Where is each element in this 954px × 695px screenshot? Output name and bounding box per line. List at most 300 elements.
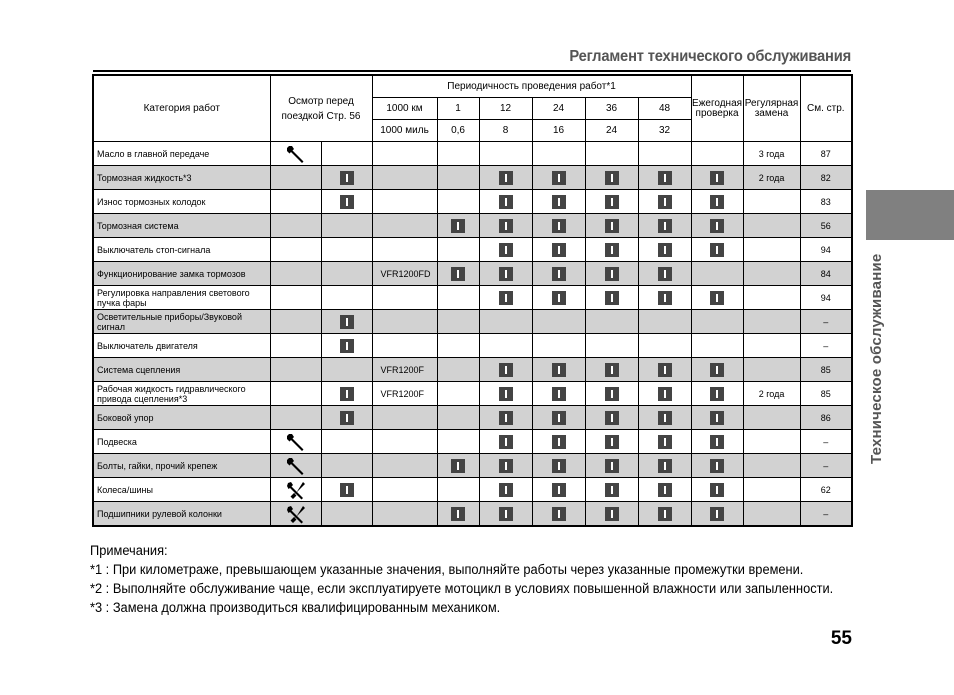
inspect-mark-icon [552,435,566,449]
inspect-mark-icon [340,387,354,401]
interval-cell [437,286,479,310]
inspect-mark-icon [552,483,566,497]
model-cell [372,406,437,430]
inspect-mark-icon [658,267,672,281]
interval-cell [585,502,638,527]
inspect-mark-icon [499,483,513,497]
interval-cell [437,166,479,190]
inspect-mark-icon [499,411,513,425]
interval-cell [479,406,532,430]
header-km-label: 1000 км [372,98,437,120]
interval-cell [437,502,479,527]
tool-cell [270,310,321,334]
interval-cell [532,262,585,286]
inspect-mark-icon [605,411,619,425]
inspect-mark-icon [658,387,672,401]
inspect-mark-icon [658,435,672,449]
pre-ride-cell [321,286,372,310]
maintenance-schedule-table [92,74,853,527]
interval-cell [585,166,638,190]
pre-ride-cell [321,334,372,358]
inspect-mark-icon [605,171,619,185]
interval-cell [479,190,532,214]
inspect-mark-icon [710,507,724,521]
see-page-cell: – [800,502,852,527]
annual-cell [691,166,743,190]
inspect-mark-icon [605,267,619,281]
annual-cell [691,454,743,478]
interval-cell [585,214,638,238]
interval-cell [479,142,532,166]
table-row [93,214,852,238]
see-page-cell: 94 [800,238,852,262]
see-page-cell: 87 [800,142,852,166]
header-pre-ride: Осмотр перед поездкой Стр. 56 [270,75,372,142]
row-category: Тормозная жидкость*3 [93,166,270,190]
interval-cell [437,238,479,262]
see-page-cell: 85 [800,358,852,382]
table-row [93,166,852,190]
crossed-tools-icon [285,479,307,501]
model-cell [372,238,437,262]
interval-cell [437,454,479,478]
annual-cell [691,502,743,527]
interval-cell [585,142,638,166]
pre-ride-cell [321,454,372,478]
interval-cell [532,430,585,454]
regular-replace-cell [743,334,800,358]
interval-cell [585,382,638,406]
inspect-mark-icon [499,387,513,401]
row-category: Боковой упор [93,406,270,430]
inspect-mark-icon [658,483,672,497]
inspect-mark-icon [605,243,619,257]
see-page-cell: – [800,334,852,358]
tool-cell [270,334,321,358]
inspect-mark-icon [605,291,619,305]
inspect-mark-icon [710,195,724,209]
inspect-mark-icon [552,291,566,305]
side-section-label: Техническое обслуживание [868,253,885,464]
pre-ride-cell [321,214,372,238]
interval-cell [585,190,638,214]
model-cell [372,190,437,214]
row-category: Болты, гайки, прочий крепеж [93,454,270,478]
interval-cell [479,310,532,334]
annual-cell [691,358,743,382]
interval-cell [585,310,638,334]
inspect-mark-icon [658,459,672,473]
interval-cell [532,382,585,406]
interval-cell [532,142,585,166]
pre-ride-cell [321,142,372,166]
annual-cell [691,238,743,262]
interval-cell [638,502,691,527]
interval-cell [638,286,691,310]
inspect-mark-icon [605,435,619,449]
table-row [93,382,852,406]
interval-cell [479,214,532,238]
inspect-mark-icon [710,483,724,497]
tool-cell [270,454,321,478]
title-rule [93,70,851,72]
inspect-mark-icon [552,195,566,209]
model-cell: VFR1200F [372,358,437,382]
interval-cell [585,262,638,286]
table-row [93,190,852,214]
inspect-mark-icon [451,219,465,233]
inspect-mark-icon [340,195,354,209]
interval-cell [638,454,691,478]
see-page-cell: – [800,430,852,454]
interval-cell [532,286,585,310]
model-cell [372,166,437,190]
model-cell [372,454,437,478]
table-row [93,454,852,478]
interval-cell [532,166,585,190]
header-category: Категория работ [93,75,270,142]
see-page-cell: 56 [800,214,852,238]
row-category: Функционирование замка тормозов [93,262,270,286]
inspect-mark-icon [605,483,619,497]
header-see-page: См. стр. [800,75,852,142]
interval-cell [638,334,691,358]
pre-ride-cell [321,502,372,527]
page-title: Регламент технического обслуживания [569,48,851,65]
model-cell [372,286,437,310]
model-cell [372,334,437,358]
regular-replace-cell [743,262,800,286]
note-item: *3 : Замена должна производиться квалифицированным механиком. [90,600,501,615]
table-row [93,406,852,430]
pre-ride-cell [321,478,372,502]
interval-cell [479,358,532,382]
interval-cell [437,478,479,502]
model-cell [372,478,437,502]
regular-replace-cell [743,502,800,527]
inspect-mark-icon [499,291,513,305]
interval-cell [638,478,691,502]
inspect-mark-icon [552,171,566,185]
interval-cell [437,214,479,238]
interval-cell [437,358,479,382]
interval-cell [479,166,532,190]
inspect-mark-icon [340,171,354,185]
header-mile-value: 8 [479,120,532,142]
interval-cell [479,286,532,310]
inspect-mark-icon [710,219,724,233]
row-category: Износ тормозных колодок [93,190,270,214]
inspect-mark-icon [710,291,724,305]
interval-cell [437,430,479,454]
inspect-mark-icon [658,219,672,233]
tool-cell [270,238,321,262]
inspect-mark-icon [552,243,566,257]
annual-cell [691,478,743,502]
header-mile-value: 24 [585,120,638,142]
notes [90,541,870,617]
inspect-mark-icon [499,459,513,473]
tool-cell [270,142,321,166]
regular-replace-cell [743,286,800,310]
tool-cell [270,262,321,286]
model-cell [372,310,437,334]
interval-cell [479,502,532,527]
interval-cell [532,214,585,238]
inspect-mark-icon [552,219,566,233]
interval-cell [437,382,479,406]
pre-ride-cell [321,358,372,382]
inspect-mark-icon [499,435,513,449]
schedule-body [93,142,852,527]
inspect-mark-icon [451,267,465,281]
tool-cell [270,502,321,527]
interval-cell [638,142,691,166]
see-page-cell: 83 [800,190,852,214]
inspect-mark-icon [605,507,619,521]
tool-cell [270,286,321,310]
pre-ride-cell [321,262,372,286]
annual-cell [691,430,743,454]
interval-cell [532,454,585,478]
interval-cell [585,238,638,262]
see-page-cell: 94 [800,286,852,310]
interval-cell [437,334,479,358]
inspect-mark-icon [499,195,513,209]
wrench-icon [285,143,307,165]
inspect-mark-icon [605,195,619,209]
inspect-mark-icon [710,411,724,425]
header-km-value: 48 [638,98,691,120]
interval-cell [638,310,691,334]
inspect-mark-icon [499,363,513,377]
header-miles-label: 1000 миль [372,120,437,142]
side-tab [866,190,954,240]
table-row [93,502,852,527]
header-regular-replace: Регулярная замена [743,75,800,142]
interval-cell [479,382,532,406]
tool-cell [270,214,321,238]
interval-cell [479,262,532,286]
inspect-mark-icon [552,507,566,521]
header-annual-check: Ежегодная проверка [691,75,743,142]
interval-cell [638,382,691,406]
pre-ride-cell [321,190,372,214]
interval-cell [638,214,691,238]
table-row [93,286,852,310]
interval-cell [437,262,479,286]
wrench-icon [285,455,307,477]
row-category: Колеса/шины [93,478,270,502]
interval-cell [638,430,691,454]
regular-replace-cell: 2 года [743,382,800,406]
inspect-mark-icon [499,267,513,281]
row-category: Тормозная система [93,214,270,238]
annual-cell [691,382,743,406]
interval-cell [638,190,691,214]
interval-cell [585,286,638,310]
header-mile-value: 0,6 [437,120,479,142]
tool-cell [270,406,321,430]
regular-replace-cell [743,478,800,502]
see-page-cell: – [800,454,852,478]
see-page-cell: 85 [800,382,852,406]
regular-replace-cell: 3 года [743,142,800,166]
pre-ride-cell [321,166,372,190]
regular-replace-cell [743,190,800,214]
pre-ride-cell [321,406,372,430]
row-category: Регулировка направления светового пучка фары [93,286,270,310]
interval-cell [437,310,479,334]
interval-cell [479,238,532,262]
inspect-mark-icon [658,171,672,185]
see-page-cell: 62 [800,478,852,502]
annual-cell [691,406,743,430]
inspect-mark-icon [499,219,513,233]
inspect-mark-icon [658,363,672,377]
interval-cell [638,406,691,430]
notes-heading: Примечания: [90,543,168,558]
annual-cell [691,214,743,238]
interval-cell [479,478,532,502]
regular-replace-cell [743,358,800,382]
see-page-cell: – [800,310,852,334]
model-cell [372,430,437,454]
tool-cell [270,190,321,214]
see-page-cell: 82 [800,166,852,190]
interval-cell [638,238,691,262]
regular-replace-cell [743,430,800,454]
interval-cell [532,334,585,358]
inspect-mark-icon [710,171,724,185]
inspect-mark-icon [710,363,724,377]
interval-cell [585,454,638,478]
table-row [93,142,852,166]
interval-cell [585,334,638,358]
interval-cell [638,262,691,286]
row-category: Выключатель стоп-сигнала [93,238,270,262]
tool-cell [270,166,321,190]
see-page-cell: 84 [800,262,852,286]
header-km-value: 36 [585,98,638,120]
header-km-value: 12 [479,98,532,120]
interval-cell [479,454,532,478]
interval-cell [532,238,585,262]
inspect-mark-icon [340,483,354,497]
annual-cell [691,310,743,334]
inspect-mark-icon [552,363,566,377]
annual-cell [691,142,743,166]
note-item: *1 : При километраже, превышающем указанные значения, выполняйте работы через указанные промежутки времени. [90,562,804,577]
model-cell [372,214,437,238]
table-row [93,310,852,334]
note-item: *2 : Выполняйте обслуживание чаще, если эксплуатируете мотоцикл в условиях повышенной влажности или запыленности. [90,581,834,596]
header-km-value: 24 [532,98,585,120]
model-cell: VFR1200FD [372,262,437,286]
row-category: Масло в главной передаче [93,142,270,166]
interval-cell [532,190,585,214]
header-periodicity: Периодичность проведения работ*1 [372,75,691,98]
table-row [93,262,852,286]
annual-cell [691,262,743,286]
tool-cell [270,478,321,502]
inspect-mark-icon [552,411,566,425]
row-category: Система сцепления [93,358,270,382]
interval-cell [638,166,691,190]
pre-ride-cell [321,310,372,334]
table-row [93,358,852,382]
inspect-mark-icon [340,315,354,329]
annual-cell [691,334,743,358]
interval-cell [437,406,479,430]
table-row [93,478,852,502]
row-category: Выключатель двигателя [93,334,270,358]
pre-ride-cell [321,430,372,454]
model-cell [372,142,437,166]
inspect-mark-icon [499,507,513,521]
interval-cell [585,358,638,382]
inspect-mark-icon [605,363,619,377]
tool-cell [270,430,321,454]
table-row [93,238,852,262]
inspect-mark-icon [605,387,619,401]
inspect-mark-icon [658,411,672,425]
table-row [93,334,852,358]
interval-cell [532,406,585,430]
interval-cell [479,430,532,454]
row-category: Рабочая жидкость гидравлического привода сцепления*3 [93,382,270,406]
inspect-mark-icon [552,387,566,401]
row-category: Подвеска [93,430,270,454]
inspect-mark-icon [451,507,465,521]
header-mile-value: 16 [532,120,585,142]
inspect-mark-icon [499,171,513,185]
interval-cell [532,358,585,382]
table-row [93,430,852,454]
header-mile-value: 32 [638,120,691,142]
pre-ride-cell [321,382,372,406]
inspect-mark-icon [658,291,672,305]
inspect-mark-icon [499,243,513,257]
row-category: Осветительные приборы/Звуковой сигнал [93,310,270,334]
interval-cell [532,310,585,334]
inspect-mark-icon [658,195,672,209]
interval-cell [638,358,691,382]
regular-replace-cell [743,406,800,430]
interval-cell [437,190,479,214]
tool-cell [270,382,321,406]
tool-cell [270,358,321,382]
regular-replace-cell [743,454,800,478]
regular-replace-cell [743,310,800,334]
page-number: 55 [830,628,852,649]
wrench-icon [285,431,307,453]
model-cell [372,502,437,527]
inspect-mark-icon [658,507,672,521]
interval-cell [532,502,585,527]
inspect-mark-icon [340,411,354,425]
inspect-mark-icon [552,459,566,473]
inspect-mark-icon [710,243,724,257]
inspect-mark-icon [710,435,724,449]
annual-cell [691,286,743,310]
interval-cell [479,334,532,358]
pre-ride-cell [321,238,372,262]
row-category: Подшипники рулевой колонки [93,502,270,527]
see-page-cell: 86 [800,406,852,430]
crossed-tools-icon [285,503,307,525]
inspect-mark-icon [552,267,566,281]
